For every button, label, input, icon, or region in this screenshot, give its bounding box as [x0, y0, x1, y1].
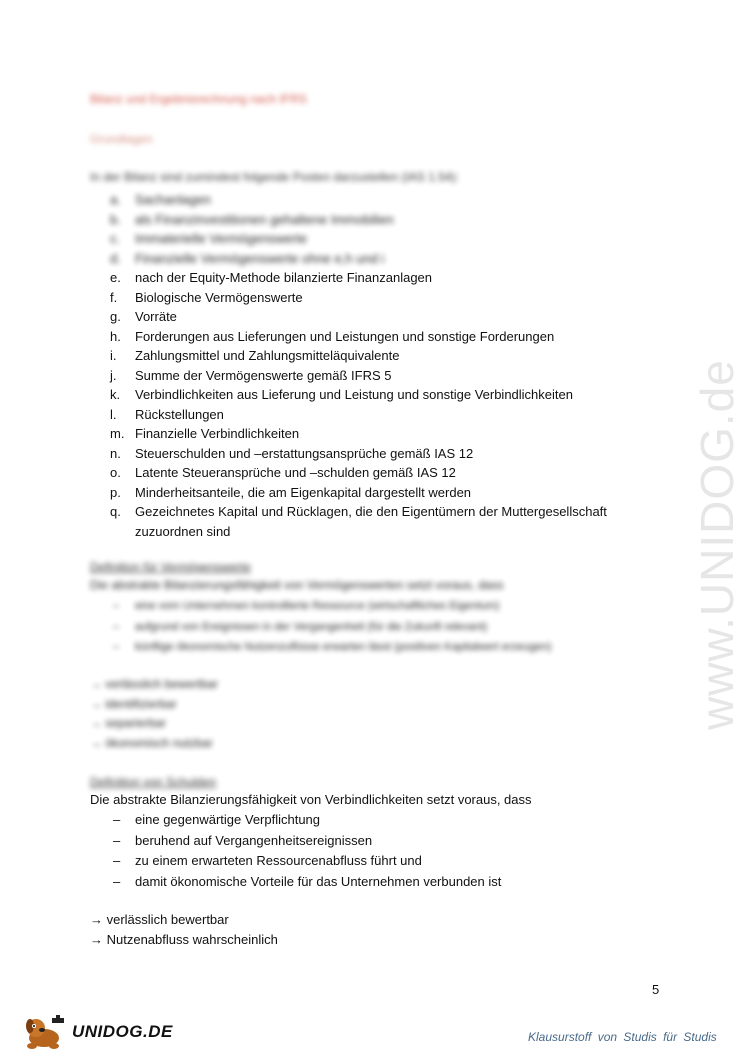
list-item-letter: n.: [110, 445, 121, 461]
list-item: [110, 307, 630, 327]
dash-item-text: damit ökonomische Vorteile für das Unternehmen verbunden ist: [135, 873, 502, 889]
list-item-text: Vorräte: [135, 309, 177, 324]
dash-bullet: –: [113, 620, 120, 633]
page-subtitle: Grundlagen: [90, 132, 153, 146]
list-item-text: Gezeichnetes Kapital und Rücklagen, die den Eigentümern der Muttergesellschaft zuzuordnen sind: [135, 504, 607, 539]
watermark-text: www.UNIDOG.de: [691, 359, 743, 730]
footer-tagline: Klausurstoff von Studis für Studis: [528, 1030, 717, 1044]
list-item-text: Finanzielle Verbindlichkeiten: [135, 426, 300, 441]
list-item-letter: p.: [110, 484, 121, 500]
dash-bullet: –: [113, 873, 121, 889]
list-item-letter: d.: [110, 250, 121, 266]
page-title: Bilanz und Ergebnisrechnung nach IFRS: [90, 92, 307, 106]
debts-intro: Die abstrakte Bilanzierungsfähigkeit von Verbindlichkeiten setzt voraus, dass: [90, 792, 532, 807]
list-item-text: Steuerschulden und –erstattungsansprüche gemäß IAS 12: [135, 445, 474, 461]
dash-item-text: eine vom Unternehmen kontrollierte Ressource (wirtschaftliches Eigentum): [135, 600, 500, 612]
list-item-text: Immaterielle Vermögenswerte: [135, 231, 307, 246]
assets-intro: Die abstrakte Bilanzierungsfähigkeit von Vermögenswerten setzt voraus, dass: [90, 578, 504, 592]
dash-bullet: –: [113, 812, 121, 827]
list-item-text: Rückstellungen: [135, 406, 224, 422]
list-item-letter: c.: [110, 231, 121, 246]
unidog-logo: [22, 1012, 173, 1052]
list-item: [110, 229, 630, 249]
debts-heading: Definition von Schulden: [90, 775, 217, 789]
list-item: [110, 288, 630, 308]
list-item-letter: a.: [110, 192, 121, 207]
list-item: [110, 483, 630, 503]
list-item: [110, 463, 630, 483]
debts-arrow-list: [90, 910, 278, 949]
balance-items-list: [110, 190, 630, 541]
list-item: [110, 268, 630, 288]
assets-heading: Definition für Vermögenswerte: [90, 560, 251, 574]
list-item-text: Latente Steueransprüche und –schulden gemäß IAS 12: [135, 465, 456, 480]
dash-bullet: –: [113, 641, 120, 653]
list-item-text: Forderungen aus Lieferungen und Leistungen und sonstige Forderungen: [135, 328, 555, 344]
list-item: [110, 210, 630, 230]
logo-text: UNIDOG.DE: [72, 1022, 173, 1041]
list-item: [110, 327, 630, 347]
list-item-letter: g.: [110, 309, 121, 324]
dash-bullet: –: [113, 600, 120, 612]
arrow-list-item: → identifizierbar: [90, 696, 177, 711]
list-item-letter: l.: [110, 406, 117, 422]
list-item-text: Sachanlagen: [135, 192, 211, 207]
list-item-text: Finanzielle Vermögenswerte ohne e,h und i: [135, 250, 385, 266]
list-item-letter: i.: [110, 348, 117, 363]
list-item-text: Zahlungsmittel und Zahlungsmitteläquivalente: [135, 348, 400, 363]
list-item-text: Biologische Vermögenswerte: [135, 289, 303, 305]
list-item: [110, 405, 630, 425]
list-item-letter: m.: [110, 426, 125, 441]
list-item: [110, 346, 630, 366]
list-item-letter: f.: [110, 289, 118, 305]
list-item-letter: e.: [110, 270, 121, 285]
list-item-text: Minderheitsanteile, die am Eigenkapital dargestellt werden: [135, 484, 472, 500]
list-item-letter: h.: [110, 328, 121, 344]
dash-item-text: beruhend auf Vergangenheitsereignissen: [135, 832, 373, 848]
dash-item-text: aufgrund von Ereignissen in der Vergangenheit (für die Zukunft relevant): [135, 620, 488, 633]
arrow-list-item: → verlässlich bewertbar: [90, 912, 229, 927]
list-item-letter: b.: [110, 211, 121, 227]
list-item-text: nach der Equity-Methode bilanzierte Finanzanlagen: [135, 270, 433, 285]
list-item-letter: q.: [110, 504, 121, 519]
list-item-text: Verbindlichkeiten aus Lieferung und Leistung und sonstige Verbindlichkeiten: [135, 387, 573, 402]
page-number: 5: [652, 982, 660, 997]
list-item: [110, 385, 630, 405]
arrow-list-item: → separierbar: [90, 716, 167, 730]
dash-bullet: –: [113, 832, 121, 848]
list-item: [110, 249, 630, 269]
dash-item-text: eine gegenwärtige Verpflichtung: [135, 812, 321, 827]
list-item-letter: k.: [110, 387, 121, 402]
arrow-list-item: → ökonomisch nutzbar: [90, 735, 213, 750]
list-item-text: als Finanzinvestitionen gehaltene Immobilien: [135, 211, 394, 227]
list-item: [110, 190, 630, 210]
dash-bullet: –: [113, 853, 121, 868]
list-item-text: Summe der Vermögenswerte gemäß IFRS 5: [135, 367, 392, 383]
dash-item-text: zu einem erwarteten Ressourcenabfluss führt und: [135, 853, 422, 868]
list-item: [110, 502, 630, 541]
assets-arrow-list: [90, 675, 218, 753]
arrow-list-item: → verlässlich bewertbar: [90, 677, 219, 691]
list-item: [110, 424, 630, 444]
dash-item-text: künftige ökonomische Nutzenzuflüsse erwarten lässt (positiven Kapitalwert erzeugen): [135, 641, 552, 653]
list-item-letter: o.: [110, 465, 121, 480]
list-intro: In der Bilanz sind zumindest folgende Posten darzustellen (IAS 1.54):: [90, 170, 459, 184]
list-item-letter: j.: [110, 367, 117, 383]
arrow-list-item: → Nutzenabfluss wahrscheinlich: [90, 931, 278, 947]
list-item: [110, 366, 630, 386]
list-item: [110, 444, 630, 464]
dog-mascot-icon: [22, 1014, 66, 1050]
